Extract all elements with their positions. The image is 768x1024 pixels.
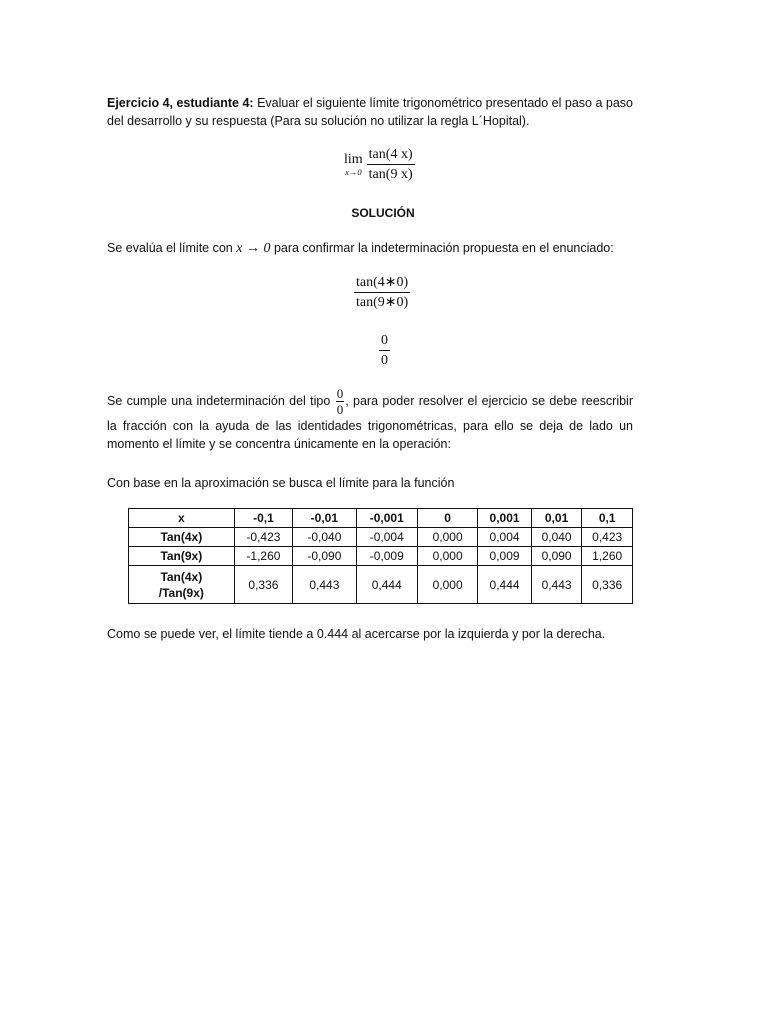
table-row-label — [129, 566, 235, 604]
evaluation-frac — [354, 274, 410, 311]
lim-word: lim — [344, 151, 363, 167]
table-cell: 0,423 — [582, 528, 633, 547]
evaluation-numerator: tan(4∗0) — [354, 274, 410, 293]
conclusion-paragraph: Como se puede ver, el límite tiende a 0.444 al acercarse por la izquierda y por la derecha. — [107, 627, 606, 641]
table-cell: 0,444 — [478, 566, 532, 604]
values-table — [128, 508, 633, 604]
table-cell: -0,004 — [356, 528, 417, 547]
evaluation-denominator: tan(9∗0) — [356, 295, 409, 310]
table-header-cell: 0,1 — [582, 509, 633, 528]
table-cell: 0,336 — [582, 566, 633, 604]
table-cell: 0,443 — [293, 566, 356, 604]
ratio-label-line1: Tan(4x) — [160, 569, 203, 584]
table-cell: -1,260 — [234, 547, 292, 566]
exercise-label: Ejercicio 4, estudiante 4: — [107, 96, 254, 110]
zero-denominator: 0 — [381, 353, 388, 368]
table-row — [129, 547, 633, 566]
table-cell: 0,336 — [234, 566, 292, 604]
table-cell: 0,443 — [531, 566, 582, 604]
table-cell: 0,090 — [531, 547, 582, 566]
step2-paragraph — [107, 386, 633, 453]
table-cell: -0,040 — [293, 528, 356, 547]
step1-text-before: Se evalúa el límite con — [107, 241, 237, 255]
limit-denominator: tan(9 x) — [368, 167, 413, 182]
solution-heading: SOLUCIÓN — [351, 206, 415, 220]
table-cell: 0,040 — [531, 528, 582, 547]
table-header-cell: -0,01 — [293, 509, 356, 528]
table-cell: 0,009 — [478, 547, 532, 566]
table-header-cell: x — [129, 509, 235, 528]
table-cell: -0,009 — [356, 547, 417, 566]
ratio-label-line2: /Tan(9x) — [158, 585, 204, 600]
table-header-cell: 0,01 — [531, 509, 582, 528]
limit-fraction — [367, 146, 415, 183]
step2-text-before: Se cumple una indeterminación del tipo — [107, 393, 335, 408]
step2-text-after: , para poder resolver el ejercicio se debe reescribir la fracción con la ayuda de las identidades trigonométricas, para ello se deja de lado un momento el límite y se concentra únicamente en la operación: — [107, 393, 633, 451]
exercise-statement — [107, 94, 633, 130]
step3-paragraph: Con base en la aproximación se busca el límite para la función — [107, 476, 455, 490]
table-cell: 0,000 — [417, 566, 477, 604]
table-row-label: Tan(4x) — [129, 528, 235, 547]
table-header-cell: 0,001 — [478, 509, 532, 528]
step1-paragraph — [107, 241, 667, 257]
lim-subscript: x→0 — [345, 166, 362, 177]
exercise-text: Evaluar el siguiente límite trigonométrico presentado el paso a paso del desarrollo y su respuesta (Para su solución no utilizar la regla L´Hopital). — [107, 96, 633, 128]
table-header-cell: -0,1 — [234, 509, 292, 528]
table-cell: 0,000 — [417, 528, 477, 547]
table-row-label: Tan(9x) — [129, 547, 235, 566]
table-cell: -0,423 — [234, 528, 292, 547]
step1-math: x → 0 — [236, 241, 271, 256]
table-cell: -0,090 — [293, 547, 356, 566]
step1-text-after: para confirmar la indeterminación propuesta en el enunciado: — [270, 241, 614, 255]
table-row — [129, 528, 633, 547]
zero-over-zero — [379, 332, 390, 369]
table-header-cell: -0,001 — [356, 509, 417, 528]
limit-expression — [344, 146, 415, 183]
table-cell: 0,444 — [356, 566, 417, 604]
table-row-ratio — [129, 566, 633, 604]
zero-numerator: 0 — [379, 332, 390, 351]
limit-numerator: tan(4 x) — [367, 146, 415, 165]
table-header-row — [129, 509, 633, 528]
table-cell: 0,000 — [417, 547, 477, 566]
zero-frac — [379, 332, 390, 369]
evaluation-fraction — [354, 274, 410, 311]
inline-fraction — [336, 386, 345, 417]
table-cell: 1,260 — [582, 547, 633, 566]
inline-frac-den: 0 — [336, 402, 344, 417]
table-header-cell: 0 — [417, 509, 477, 528]
inline-frac-num: 0 — [336, 386, 344, 401]
table-cell: 0,004 — [478, 528, 532, 547]
lim-operator — [344, 153, 363, 177]
